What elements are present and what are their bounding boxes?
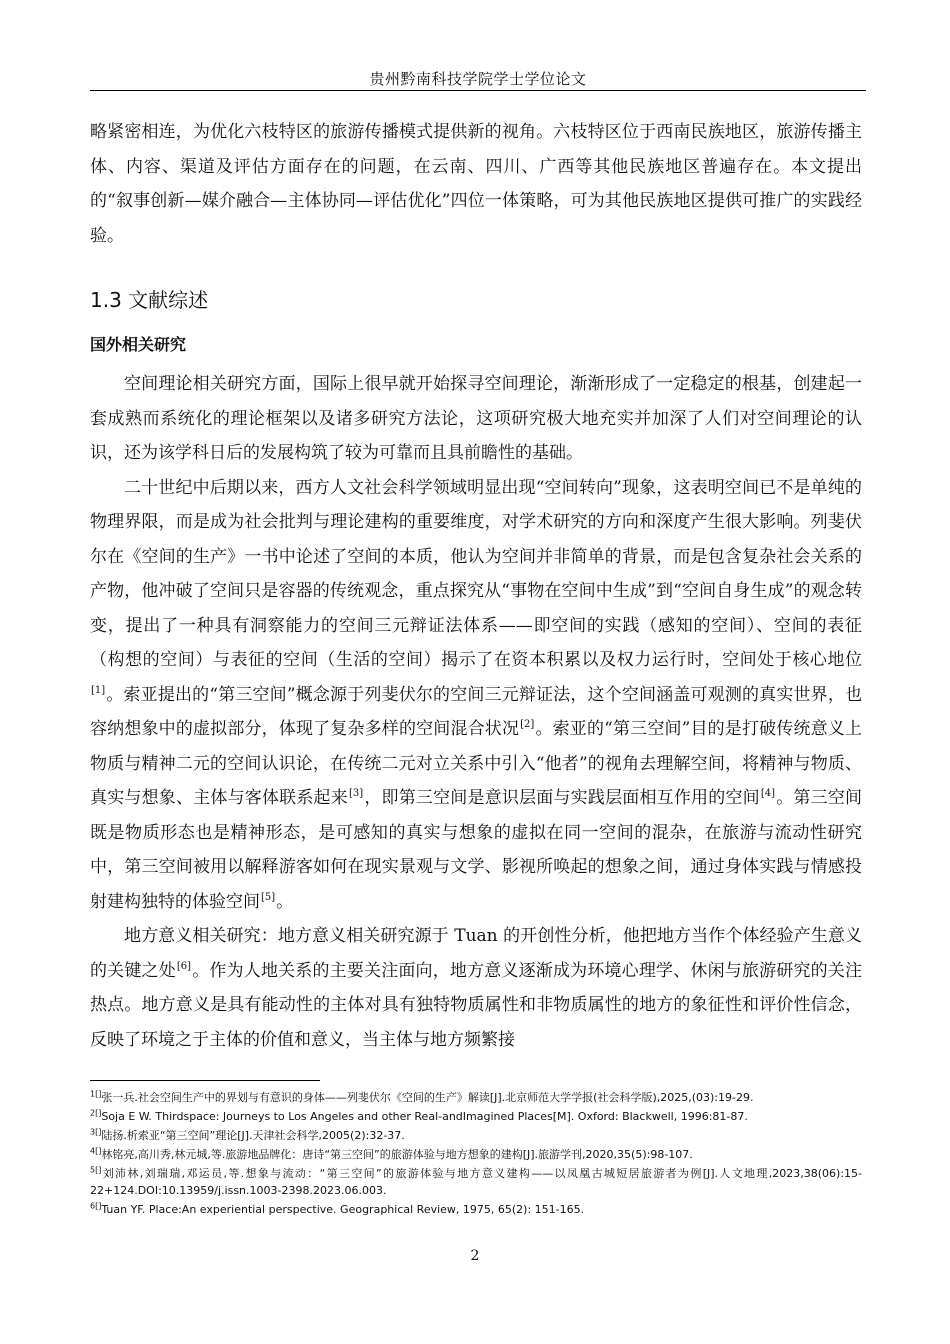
space-turn-paragraph [90, 471, 862, 920]
citation-ref-6[interactable]: [6] [176, 960, 192, 972]
header-title: 贵州黔南科技学院学士学位论文 [369, 70, 587, 88]
place-meaning-paragraph [90, 919, 862, 1057]
text-run: ，即第三空间是意识层面与实践层面相互作用的空间 [364, 788, 760, 808]
footnote-mark: 1[] [90, 1089, 102, 1099]
footnote-text: 张一兵.社会空间生产中的界划与有意识的身体——列斐伏尔《空间的生产》解读[J].北京师范大学学报(社会科学版),2025,(03):19-29. [101, 1091, 754, 1104]
footnote-text: 林铭亮,高川秀,林元城,等.旅游地品牌化：唐诗“第三空间”的旅游体验与地方想象的建构[J].旅游学刊,2020,35(5):98-107. [101, 1148, 693, 1161]
footnote-separator [90, 1080, 320, 1081]
main-content [90, 115, 862, 1057]
subsection-heading: 国外相关研究 [90, 335, 187, 354]
footnote-4 [90, 1146, 862, 1163]
intro-paragraph: 略紧密相连，为优化六枝特区的旅游传播模式提供新的视角。六枝特区位于西南民族地区，旅游传播主体、内容、渠道及评估方面存在的问题，在云南、四川、广西等其他民族地区普遍存在。本文提出的“叙事创新—媒介融合—主体协同—评估优化”四位一体策略，可为其他民族地区提供可推广的实践经验。 [90, 122, 862, 246]
footnote-2 [90, 1108, 862, 1125]
citation-ref-1[interactable]: [1] [91, 684, 106, 696]
section-heading: 1.3 文献综述 [90, 288, 209, 312]
footnote-mark: 6[] [90, 1201, 102, 1211]
footnotes [90, 1089, 862, 1220]
citation-ref-5[interactable]: [5] [261, 891, 276, 903]
text-run: 。索亚的“第三空间”目的是打破传统意义上物质与精神二元的空间认识论，在传统二元对立关系中引入“他者”的视角去理解空间，将精神与物质、真实与想象、主体与客体联系起来 [90, 719, 862, 808]
text-run: 二十世纪中后期以来，西方人文社会科学领域明显出现“空间转向”现象，这表明空间已不是单纯的物理界限，而是成为社会批判与理论建构的重要维度，对学术研究的方向和深度产生很大影响。列斐伏尔在《空间的生产》一书中论述了空间的本质，他认为空间并非简单的背景，而是包含复杂社会关系的产物，他冲破了空间只是容器的传统观念，重点探究从“事物在空间中生成”到“空间自身生成”的观念转变，提出了一种具有洞察能力的空间三元辩证法体系——即空间的实践（感知的空间）、空间的表征（构想的空间）与表征的空间（生活的空间）揭示了在资本积累以及权力运行时，空间处于核心地位 [90, 477, 862, 670]
space-theory-paragraph: 空间理论相关研究方面，国际上很早就开始探寻空间理论，渐渐形成了一定稳定的根基，创建起一套成熟而系统化的理论框架以及诸多研究方法论，这项研究极大地充实并加深了人们对空间理论的认识，还为该学科日后的发展构筑了较为可靠而且具前瞻性的基础。 [90, 374, 862, 463]
citation-ref-2[interactable]: [2] [520, 719, 535, 731]
page-number: 2 [470, 1248, 480, 1264]
footnote-text: Tuan YF. Place:An experiential perspective. Geographical Review, 1975, 65(2): 151-165. [101, 1203, 585, 1216]
text-run: 。作为人地关系的主要关注面向，地方意义逐渐成为环境心理学、休闲与旅游研究的关注热点。地方意义是具有能动性的主体对具有独特物质属性和非物质属性的地方的象征性和评价性信念，反映了环境之于主体的价值和意义，当主体与地方频繁接 [90, 960, 862, 1050]
text-run: 。 [276, 891, 294, 912]
footnote-text: 刘沛林,刘瑞瑞,邓运员,等.想象与流动：“第三空间”的旅游体验与地方意义建构——以凤凰古城短居旅游者为例[J].人文地理,2023,38(06):15-22+124.DOI:10.13959/j.issn.1003-2398.2023.06.003. [90, 1167, 862, 1197]
footnote-3 [90, 1127, 862, 1144]
footnote-6 [90, 1201, 862, 1218]
footnote-5 [90, 1165, 862, 1199]
footnote-text: 陆扬.析索亚“第三空间”理论[J].天津社会科学,2005(2):32-37. [101, 1129, 405, 1142]
text-run: 地方意义相关研究：地方意义相关研究源于 Tuan 的开创性分析，他把地方当作个体经验产生意义的关键之处 [90, 926, 862, 981]
footnote-mark: 5[] [90, 1165, 102, 1175]
footnote-text: Soja E W. Thirdspace: Journeys to Los Angeles and other Real-andImagined Places[M]. Oxford: Blackwell, 1996:81-87. [101, 1110, 748, 1123]
page-header [90, 68, 866, 91]
footnote-mark: 2[] [90, 1108, 102, 1118]
footnote-1 [90, 1089, 862, 1106]
text-run: 。第三空间既是物质形态也是精神形态，是可感知的真实与想象的虚拟在同一空间的混杂，在旅游与流动性研究中，第三空间被用以解释游客如何在现实景观与文学、影视所唤起的想象之间，通过身体实践与情感投射建构独特的体验空间 [90, 788, 863, 912]
text-run: 。索亚提出的“第三空间”概念源于列斐伏尔的空间三元辩证法，这个空间涵盖可观测的真实世界，也容纳想象中的虚拟部分，体现了复杂多样的空间混合状况 [90, 684, 862, 739]
footnote-mark: 4[] [90, 1146, 102, 1156]
footnote-mark: 3[] [90, 1127, 102, 1137]
citation-ref-3[interactable]: [3] [348, 788, 364, 800]
citation-ref-4[interactable]: [4] [760, 788, 776, 800]
